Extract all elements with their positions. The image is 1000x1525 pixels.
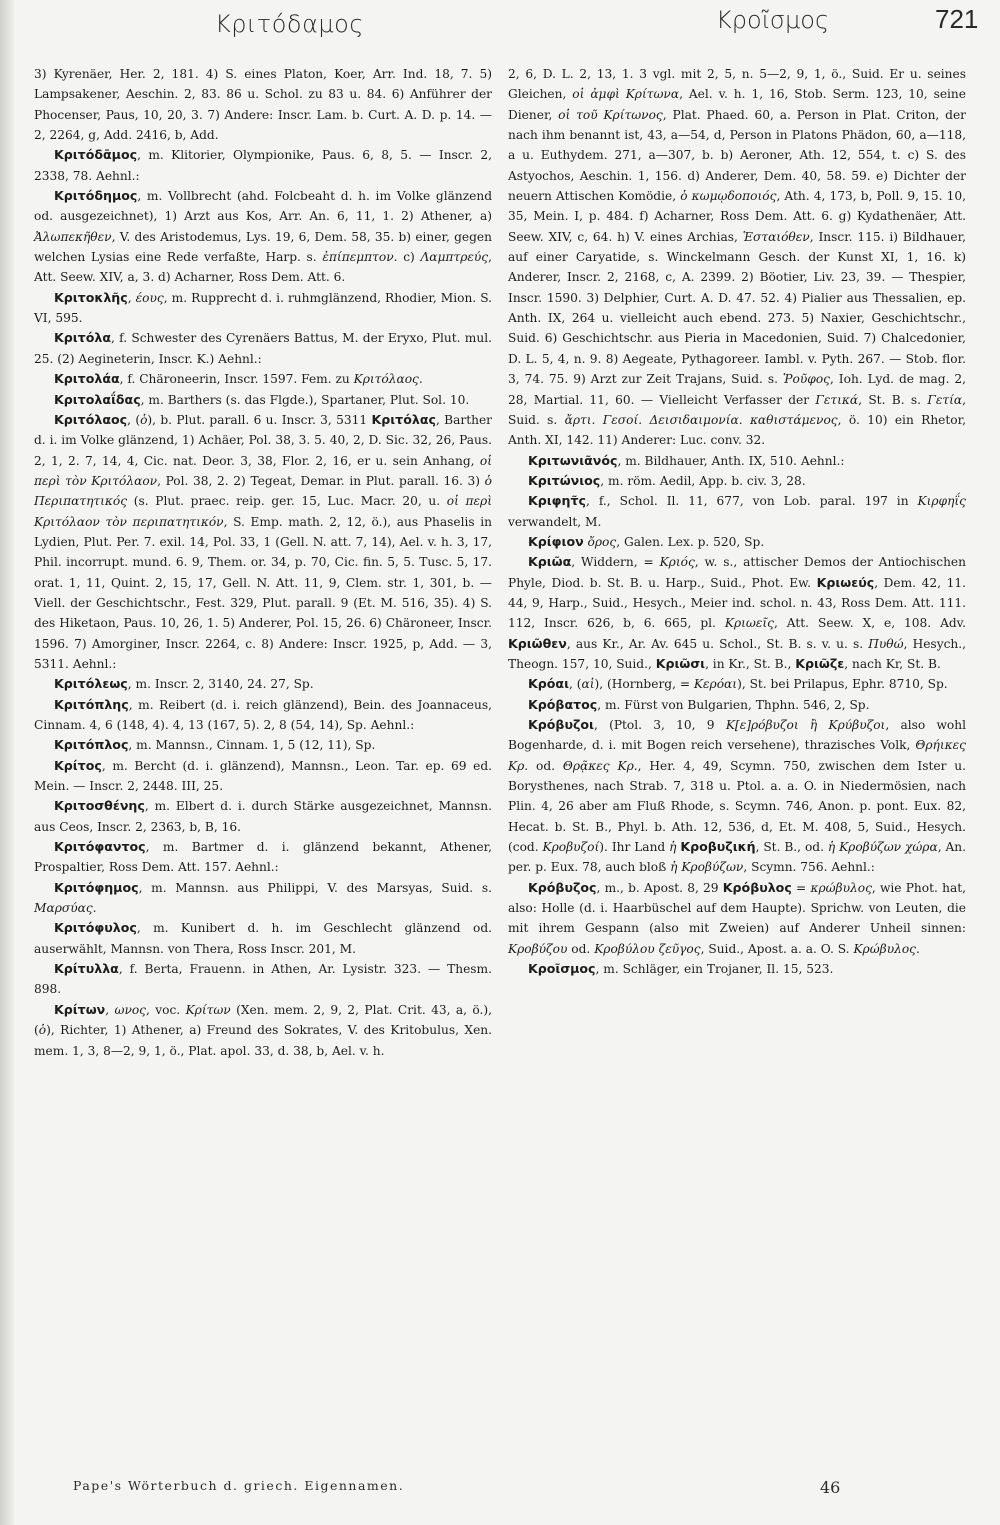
entry-text: , m. Bartmer d. i. glänzend bekannt, Athener, Prospaltier, Ross Dem. Att. 157. Aehnl.:	[34, 840, 492, 875]
entry-text: ), (Hornberg, =	[594, 677, 694, 692]
dictionary-entry	[34, 145, 492, 186]
greek-citation: Κριτόλαος	[353, 372, 419, 387]
headword: Κριτόλας	[371, 411, 436, 427]
page-edge-shadow	[0, 0, 14, 1525]
right-running-head: Κροῖσμος	[716, 6, 830, 34]
entry-text: , (	[569, 677, 582, 692]
entry-text: =	[791, 880, 811, 895]
entry-text: .	[916, 941, 920, 956]
entry-continuation	[34, 64, 492, 145]
entry-text: , m. Kunibert d. h. im Geschlecht glänzend od. auserwählt, Mannsn. von Thera, Ross Inscr. 201, M.	[34, 921, 492, 956]
headword: Κριτολαΐδας	[54, 391, 141, 407]
entry-text: , Barther d. i. im Volke glänzend, 1) Achäer, Pol. 38, 3. 5. 40, 2, D. Sic. 32, 26, Paus. 2, 1, 2. 7, 14, 4, Cic. nat. Deor. 3, 38, Flor. 2, 16, er u. sein Anhang,	[34, 412, 492, 468]
dictionary-entry	[508, 878, 966, 959]
dictionary-entry	[34, 288, 492, 329]
dictionary-entry	[34, 328, 492, 369]
greek-citation: Κρώβυλος	[853, 941, 916, 956]
entry-text: verwandelt, M.	[508, 514, 602, 529]
greek-citation: Θρήικες Κρ.	[508, 738, 966, 773]
greek-citation: Κριός	[659, 555, 695, 570]
entry-text: , nach Kr, St. B.	[844, 656, 941, 671]
greek-citation: Ἀλωπεκῆθεν	[34, 229, 112, 244]
entry-text: 2, 6, D. L. 2, 13, 1. 3 vgl. mit 2, 5, n. 5—2, 9, 1, ö., Suid. Er u. seines Gleichen,	[508, 67, 966, 102]
left-running-head: Κριτόδαμος	[215, 10, 364, 38]
dictionary-entry	[34, 695, 492, 736]
entry-text: , f. Chäroneerin, Inscr. 1597. Fem. zu	[119, 372, 354, 387]
dictionary-entry	[508, 491, 966, 532]
headword: Κριτόφυλος	[54, 920, 137, 936]
headword: Κριτοκλῆς	[54, 289, 128, 305]
entry-text: ), St. bei Prilapus, Ephr. 8710, Sp.	[737, 677, 948, 692]
entry-text: (Xen. mem. 2, 9, 2, Plat. Crit. 43, a, ö.), (	[34, 1002, 492, 1038]
entry-text: , V. des Aristodemus, Lys. 19, 6, Dem. 58, 35. b) einer, gegen welchen Lysias eine Rede verfaßte, Harp. s.	[34, 229, 492, 265]
entry-text: , m. Elbert d. i. durch Stärke ausgezeichnet, Mannsn. aus Ceos, Inscr. 2, 2363, b, B, 16.	[34, 799, 492, 834]
entry-text: , Widdern, =	[571, 555, 660, 570]
dictionary-entry	[508, 451, 966, 471]
entry-text: , Ioh. Lyd. de mag. 2, 28, Martial. 11, 60. — Vielleicht Verfasser der	[508, 372, 967, 407]
entry-text: od.	[528, 758, 563, 773]
dictionary-entry	[34, 918, 492, 959]
entry-text: , ö. 10) ein Rhetor, Anth. XI, 142. 11) Anderer: Luc. conv. 32.	[508, 412, 966, 448]
entry-text: , (Ptol. 3, 10, 9	[593, 718, 726, 732]
entry-text: , St. B., od.	[755, 840, 828, 855]
entry-text: , m. Bildhauer, Anth. IX, 510. Aehnl.:	[617, 453, 845, 468]
dictionary-entry	[34, 186, 492, 288]
greek-citation: ἡ	[669, 840, 677, 855]
dictionary-entry	[34, 674, 492, 694]
dictionary-entry	[508, 552, 966, 674]
entry-text: ), Richter, 1) Athener, a) Freund des Sokrates, V. des Kritobulus, Xen. mem. 1, 3, 8—2, 9, 1, ö., Plat. apol. 33, d. 38, b, Ael. v. h.	[34, 1023, 492, 1058]
greek-citation: Κροβύζου	[508, 941, 568, 956]
entry-text: 3) Kyrenäer, Her. 2, 181. 4) S. eines Platon, Koer, Arr. Ind. 18, 7. 5) Lampsakener, Aeschin. 2, 83. 86 u. Schol. zu 83 u. 84. 6) Anführer der Phocenser, Paus, 10, 20, 3. 7) Andere: Inscr. Lam. b. Curt. A. D. p. 14. — 2, 2264, g, Add. 2416, b, Add.	[34, 67, 492, 143]
headword: Κριωεύς	[816, 574, 875, 590]
entry-text: .	[92, 901, 97, 916]
dictionary-entry	[508, 959, 966, 979]
entry-text: , (	[127, 412, 141, 427]
entry-text: , m. Bercht (d. i. glänzend), Mannsn., Leon. Tar. ep. 69 ed. Mein. — Inscr. 2, 2448. III, 25.	[34, 758, 492, 794]
entry-text: , m. Rupprecht d. i. ruhmglänzend, Rhodier, Mion. S. VI, 595.	[34, 290, 492, 326]
running-header	[0, 0, 1000, 56]
entry-text: , m. Mannsn. aus Philippi, V. des Marsyas, Suid. s.	[138, 880, 492, 895]
entry-text: , An. per. p. Eux. 78, auch bloß	[508, 840, 966, 875]
greek-citation: ἄρτι. Γεσοί. Δεισιδαιμονία. καθιστάμενος	[564, 412, 838, 427]
dictionary-entry	[34, 959, 492, 1000]
entry-text: , f. Berta, Frauenn. in Athen, Ar. Lysistr. 323. — Thesm. 898.	[34, 962, 492, 997]
greek-citation: Ἑσταιόθεν	[742, 229, 810, 244]
headword: Κριτόπλης	[54, 696, 129, 712]
entry-text: , Plat. Phaed. 60, a. Person in Plat. Criton, der nach ihm benannt ist, 43, a—54, d, Person in Platons Phädon, 60, a—118, a u. Euthydem. 271, a—307, b. b) Aeroner, Ath. 12, 554, t. c) S. des Astyochos, Aeschin. 1, 156. d) Anderer, Dem. 40, 58. 59. e) Dichter der neuern Attischen Komödie,	[508, 107, 966, 204]
dictionary-entry	[34, 756, 492, 797]
headword: Κριτοσθένης	[54, 798, 145, 814]
headword: Κριφητ̃ς	[528, 493, 587, 509]
entry-text: , Inscr. 115. i) Bildhauer, auf einer Caryatide, s. Winckelmann Gesch. der Kunst XI, 1, 16. k) Anderer, Inscr. 2, 2168, c, A. 2399. 2) Böotier, Liv. 23, 39. — Thespier, Inscr. 1590. 3) Delphier, Curt. A. D. 47. 52. 4) Pialier aus Thessalien, ep. Anth. IX, 264 u. vielleicht auch ebend. 273. 5) Naxier, Geschichtschr., Suid. 6) Geschichtschr. aus Pieria in Macedonien, Suid. 7) Chalcedonier, D. L. 5, 4, n. 9. 8) Aegeate, Pythagoreer. Iambl. v. Pyth. 267. — Stob. flor. 3, 74. 75. 9) Arzt zur Zeit Trajans, Suid. s.	[508, 229, 966, 387]
entry-text: ,	[105, 1002, 115, 1017]
entry-text: , m. Inscr. 2, 3140, 24. 27, Sp.	[127, 677, 314, 692]
headword: Κρίτων	[54, 1001, 106, 1017]
greek-citation: ἡ Κροβύζων χώρα	[827, 840, 938, 855]
entry-text: , f. Schwester des Cyrenäers Battus, M. der Eryxo, Plut. mul. 25. (2) Aegineterin, Inscr. K.) Aehnl.:	[34, 331, 492, 366]
entry-text: ). Ihr Land	[599, 840, 670, 855]
entry-text: , Dem. 42, 11. 44, 9, Harp., Suid., Hesych., Meier ind. schol. n. 43, Ross Dem. Att. 111. 112, Inscr. 626, b, 6. 665, pl.	[508, 575, 966, 631]
greek-citation: Κριωεῖς	[724, 616, 774, 631]
dictionary-entry	[508, 674, 966, 694]
entry-text: , m. röm. Aedil, App. b. civ. 3, 28.	[600, 473, 806, 488]
entry-text: , in Kr., St. B.,	[705, 656, 796, 671]
page-number: 721	[935, 4, 979, 34]
footer-signature: 46	[820, 1478, 841, 1497]
dictionary-entry	[34, 1000, 492, 1061]
greek-citation: κρώβυλος	[810, 880, 872, 895]
headword: Κριτώνιος	[528, 472, 601, 488]
entry-text: , m., b. Apost. 8, 29	[596, 880, 723, 895]
entry-text: , m. Schläger, ein Trojaner, Il. 15, 523.	[595, 962, 834, 977]
greek-citation: ἡ Κροβύζων	[670, 860, 744, 875]
entry-text: , Att. Seew. XIV, a, 3. d) Acharner, Ross Dem. Att. 6.	[34, 250, 493, 285]
greek-citation: έους	[135, 290, 164, 305]
headword: Κριτόπλος	[54, 737, 129, 753]
entry-text: , Her. 4, 49, Scymn. 750, zwischen dem Ister u. Borysthenes, nach Strab. 7, 318 u. Ptol. a. a. O. in Niedermösien, nach Plin. 4, 26 aber am Fluß Rhode, s. Scymn. 746, Anon. p. pont. Eux. 82, Hecat. b. St. B., Phyl. b. Ath. 12, 536, d, Et. M. 408, 5, Suid., Hesych. (cod.	[508, 758, 966, 855]
entry-text: , w. s., attischer Demos der Antiochischen Phyle, Diod. b. St. B. u. Harp., Suid., Phot. Ew.	[508, 555, 966, 590]
dictionary-entry	[508, 695, 966, 715]
greek-citation: Θρᾷκες Κρ.	[562, 758, 638, 773]
dictionary-entry	[34, 410, 492, 674]
entry-text: , Att. Seew. X, e, 108. Adv.	[774, 616, 966, 631]
dictionary-entry	[34, 837, 492, 878]
greek-citation: Κρίτων	[185, 1002, 231, 1017]
entry-text: , Pol. 38, 2. 2) Tegeat, Demar. in Plut. parall. 16. 3)	[157, 473, 485, 488]
entry-text: , m. Klitorier, Olympionike, Paus. 6, 8, 5. — Inscr. 2, 2338, 78. Aehnl.:	[34, 148, 492, 183]
headword: Κρίφιον	[528, 533, 584, 549]
headword: Κριτωνιᾶνός	[528, 452, 618, 468]
entry-text: , Suid., Apost. a. a. O. S.	[700, 941, 854, 956]
dictionary-entry	[508, 715, 966, 878]
greek-citation: ὁ	[38, 1023, 47, 1038]
greek-citation: Κ[ε]ρόβυζοι ἢ Κρύβυζοι	[725, 718, 886, 732]
greek-citation: Ῥοῦφος	[782, 372, 830, 387]
dictionary-entry	[508, 471, 966, 491]
entry-text: ), b. Plut. parall. 6 u. Inscr. 3, 5311	[147, 412, 372, 427]
greek-citation: ὄρος	[587, 534, 617, 549]
headword: Κρίτυλλα	[54, 961, 119, 977]
entry-text: ,	[127, 290, 136, 305]
entry-text: . c)	[393, 250, 421, 265]
dictionary-entry	[34, 735, 492, 755]
greek-citation: ὁ	[140, 412, 148, 427]
greek-citation: Γετικά	[815, 392, 859, 407]
greek-citation: Λαμπτρεύς	[420, 250, 489, 265]
entry-text: , Hesych., Theogn. 157, 10, Suid.,	[508, 636, 966, 671]
greek-citation: ὁ Περιπατητικός	[34, 473, 492, 509]
entry-text: , S. Emp. math. 2, 12, ö.), aus Phaselis in Lydien, Plut. Per. 7. exil. 14, Pol. 33, 1 (Gell. N. att. 7, 14), Ael. v. h. 3, 17, Phil. incorrupt. mund. 6. 9, Them. or. 34, p. 70, Cic. fin. 5, 5. Tusc. 5, 17. orat. 1, 11, Quint. 2, 15, 17, Gell. N. Att. 11, 9, Clem. str. 1, 301, b. — Viell. der Geschichtschr., Fest. 329, Plut. parall. 9 (Et. M. 516, 35). 4) S. des Hiketaon, Paus. 10, 26, 1. 5) Anderer, Pol. 15, 26. 6) Chäroneer, Inscr. 1596. 7) Amorginer, Inscr. 2264, c. 8) Andere: Inscr. 1925, p, Add. — 3, 5311. Aehnl.:	[34, 514, 492, 671]
greek-citation: οἱ περὶ Κριτόλαον τὸν περιπατητικόν	[34, 494, 492, 529]
greek-citation: οἱ ἀμφὶ Κρίτωνα	[572, 87, 680, 102]
greek-citation: Γετία	[927, 392, 963, 407]
headword: Κρόβυζος	[528, 879, 597, 895]
entry-text: , aus Kr., Ar. Av. 645 u. Schol., St. B. s. v. u. s.	[566, 636, 869, 651]
headword: Κριτολάα	[54, 371, 120, 387]
dictionary-entry	[34, 369, 492, 389]
headword: Κρόβατος	[528, 696, 598, 712]
headword: Κριτόλαος	[54, 411, 128, 427]
entry-text: , m. Mannsn., Cinnam. 1, 5 (12, 11), Sp.	[128, 738, 376, 753]
right-column	[508, 64, 966, 979]
headword: Κριτόφαντος	[54, 839, 146, 855]
greek-citation: Κιρφηΐς	[917, 494, 966, 509]
dictionary-entry	[508, 532, 966, 552]
headword: Κριτόδᾱμος	[54, 147, 138, 163]
entry-text: , f., Schol. Il. 11, 677, von Lob. paral. 197 in	[586, 494, 918, 509]
dictionary-entry	[34, 390, 492, 410]
greek-citation: Πυθώ	[868, 636, 904, 651]
greek-citation: ἐπίπεμπτον	[322, 250, 394, 265]
headword: Κρίτος	[54, 757, 102, 773]
greek-citation: Κροβύλου ζεῦγος	[594, 941, 701, 956]
greek-citation: οἱ περὶ τὸν Κριτόλαον	[34, 453, 492, 488]
headword: Κριτόφημος	[54, 879, 139, 895]
entry-continuation	[508, 64, 966, 451]
headword: Κρόβυζοι	[528, 717, 594, 732]
headword: Κριτόδημος	[54, 188, 138, 204]
headword: Κριτόλεως	[54, 676, 128, 692]
headword: Κριῶζε	[795, 655, 845, 671]
entry-text: , wie Phot. hat, also: Holle (d. i. Haarbüschel auf dem Haupte). Sprichw. von Leuten, die mit ihrem Gespann (also mit Zweien) auf Anderer Unheil sinnen:	[508, 880, 966, 936]
footer-imprint: Pape's Wörterbuch d. griech. Eigennamen.	[73, 1478, 405, 1493]
entry-text: (s. Plut. praec. reip. ger. 15, Luc. Macr. 20, u.	[127, 494, 447, 509]
entry-text: , Ael. v. h. 1, 16, Stob. Serm. 123, 10, seine Diener,	[508, 87, 966, 122]
dictionary-entry	[34, 878, 492, 919]
entry-text: , m. Vollbrecht (ahd. Folcbeaht d. h. im Volke glänzend od. ausgezeichnet), 1) Arzt aus Kos, Arr. An. 6, 11, 1. 2) Athener, a)	[34, 189, 492, 224]
entry-text: , Scymn. 756. Aehnl.:	[743, 860, 875, 875]
entry-text: , m. Reibert (d. i. reich glänzend), Bein. des Joannaceus, Cinnam. 4, 6 (148, 4). 4, 13 (167, 5). 2, 8 (54, 14), Sp. Aehnl.:	[34, 697, 492, 732]
entry-text: , Galen. Lex. p. 520, Sp.	[616, 534, 765, 549]
greek-citation: Κερόαι	[693, 677, 738, 692]
headword: Κριῶσι	[655, 655, 706, 671]
headword: Κριῶθεν	[508, 635, 567, 651]
headword: Κριῶα	[528, 554, 572, 570]
headword: Κροβυζική	[680, 839, 756, 855]
dictionary-entry	[34, 796, 492, 837]
greek-citation: αἱ	[581, 677, 595, 692]
entry-text: od.	[567, 941, 595, 956]
entry-text: , m. Fürst von Bulgarien, Thphn. 546, 2, Sp.	[597, 697, 870, 712]
entry-text: .	[418, 372, 423, 387]
entry-text: , m. Barthers (s. das Flgde.), Spartaner, Plut. Sol. 10.	[140, 392, 470, 407]
headword: Κρόαι	[528, 676, 569, 692]
entry-text: , St. B. s.	[858, 392, 928, 407]
greek-citation: Κροβυζοί	[542, 840, 600, 855]
greek-citation: Μαρσύας	[34, 901, 93, 916]
entry-text: , also wohl Bogenharde, d. i. mit Bogen reich versehene), thrazisches Volk,	[508, 718, 966, 753]
greek-citation: ωνος	[114, 1002, 147, 1017]
headword: Κροῖσμος	[528, 961, 596, 977]
greek-citation: ὁ κωμῳδοποιός	[680, 189, 777, 204]
greek-citation: οἱ τοῦ Κρίτωνος	[558, 107, 663, 122]
entry-text: , Suid. s.	[508, 392, 966, 427]
headword: Κρόβυλος	[722, 879, 792, 895]
left-column	[34, 64, 492, 1061]
entry-text: , voc.	[146, 1002, 186, 1017]
entry-text: , Ath. 4, 173, b, Poll. 9, 15. 10, 35, Mein. I, p. 484. f) Acharner, Ross Dem. Att. 6. g) Kydathenäer, Att. Seew. XIV, c, 64. h) V. eines Archias,	[508, 189, 966, 244]
headword: Κριτόλα	[54, 330, 111, 346]
